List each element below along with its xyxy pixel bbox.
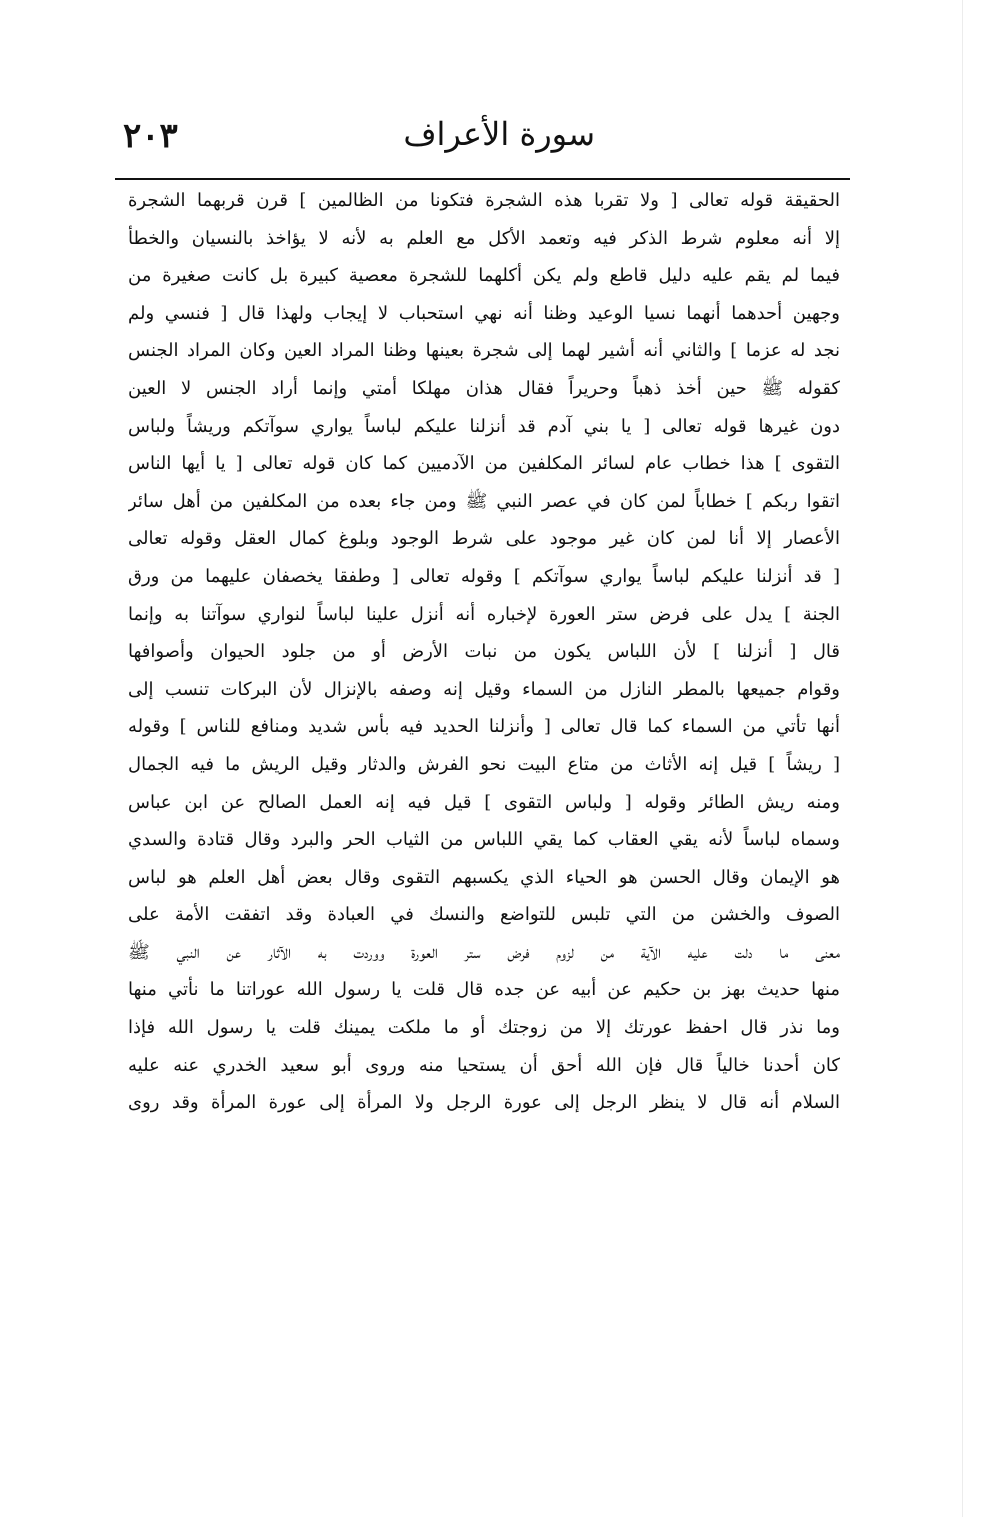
text-line: معنى ما دلت عليه الآية من لزوم فرض ستر العورة ووردت به الآثار عن النبي ﷺ xyxy=(128,941,840,963)
text-line: ومنه ريش الطائر وقوله [ ولباس التقوى ] قيل فيه إنه العمل الصالح عن ابن عباس xyxy=(128,791,840,813)
text-line: منها حديث بهز بن حكيم عن أبيه عن جده قال قلت يا رسول الله عوراتنا ما نأتي منها xyxy=(128,979,840,1001)
text-line: كان أحدنا خالياً قال فإن الله أحق أن يستحيا منه وروى أبو سعيد الخدري عنه عليه xyxy=(128,1054,840,1076)
text-line: أنها تأتي من السماء كما قال تعالى [ وأنزلنا الحديد فيه بأس شديد ومنافع للناس ] وقوله xyxy=(128,716,840,738)
text-line: قال [ أنزلنا ] لأن اللباس يكون من نبات الأرض أو من جلود الحيوان وأصوافها xyxy=(128,641,840,663)
text-line: وقوام جميعها بالمطر النازل من السماء وقيل إنه وصفه بالإنزال لأن البركات تنسب إلى xyxy=(128,678,840,700)
text-line: التقوى ] هذا خطاب عام لسائر المكلفين من الآدميين كما كان قوله تعالى [ يا أيها الناس xyxy=(128,453,840,475)
text-line: السلام أنه قال لا ينظر الرجل إلى عورة الرجل ولا المرأة إلى عورة المرأة وقد روى xyxy=(128,1092,840,1114)
text-line: الأعصار إلا أنا لمن كان غير موجود على شرط الوجود وبلوغ كمال العقل وقوله تعالى xyxy=(128,528,840,550)
page-number: ٢٠٣ xyxy=(123,116,178,156)
text-line: الجنة ] يدل على فرض ستر العورة لإخباره أنه أنزل علينا لباساً لنواري سوآتنا به وإنما xyxy=(128,603,840,625)
header-divider xyxy=(115,178,850,180)
surah-title: سورة الأعراف xyxy=(403,115,595,153)
text-line: الصوف والخشن من التي تلبس للتواضع والنسك في العبادة وقد اتفقت الأمة على xyxy=(128,904,840,926)
text-line: [ ريشاً ] قيل إنه الأثاث من متاع البيت نحو الفرش والدثار وقيل الريش ما فيه الجمال xyxy=(128,753,840,775)
text-line: اتقوا ربكم ] خطاباً لمن كان في عصر النبي ﷺ ومن جاء بعده من المكلفين من أهل سائر xyxy=(128,490,840,512)
text-line: وما نذر قال احفظ عورتك إلا من زوجتك أو ما ملكت يمينك قلت يا رسول الله فإذا xyxy=(128,1017,840,1039)
page-header xyxy=(115,108,850,178)
text-line: إلا أنه معلوم شرط الذكر فيه وتعمد الأكل مع العلم به لأنه لا يؤاخذ بالنسيان والخطأ xyxy=(128,227,840,249)
page-edge-line xyxy=(962,0,963,1517)
text-line: وجهين أحدهما أنهما نسيا الوعيد وظنا أنه نهي استحباب لا إيجاب ولهذا قال [ فنسي ولم xyxy=(128,302,840,324)
text-line: هو الإيمان وقال الحسن هو الحياء الذي يكسبهم التقوى وقال بعض أهل العلم هو لباس xyxy=(128,866,840,888)
text-line: وسماه لباساً لأنه يقي العقاب كما يقي اللباس من الثياب الحر والبرد وقال قتادة والسدي xyxy=(128,829,840,851)
text-line: دون غيرها قوله تعالى [ يا بني آدم قد أنزلنا عليكم لباساً يواري سوآتكم وريشاً ولباس xyxy=(128,415,840,437)
text-line: فيما لم يقم عليه دليل قاطع ولم يكن أكلهما للشجرة معصية كبيرة بل كانت صغيرة من xyxy=(128,265,840,287)
commentary-text xyxy=(128,182,840,1122)
text-line: نجد له عزما ] والثاني أنه أشير لهما إلى شجرة بعينها وظنا المراد العين وكان المراد الجنس xyxy=(128,340,840,362)
text-line: كقوله ﷺ حين أخذ ذهباً وحريراً فقال هذان مهلكا أمتي وإنما أراد الجنس لا العين xyxy=(128,377,840,399)
text-line: الحقيقة قوله تعالى [ ولا تقربا هذه الشجرة فتكونا من الظالمين ] قرن قربهما الشجرة xyxy=(128,190,840,211)
text-line: [ قد أنزلنا عليكم لباساً يواري سوآتكم ] وقوله تعالى [ وطفقا يخصفان عليهما من ورق xyxy=(128,565,840,587)
